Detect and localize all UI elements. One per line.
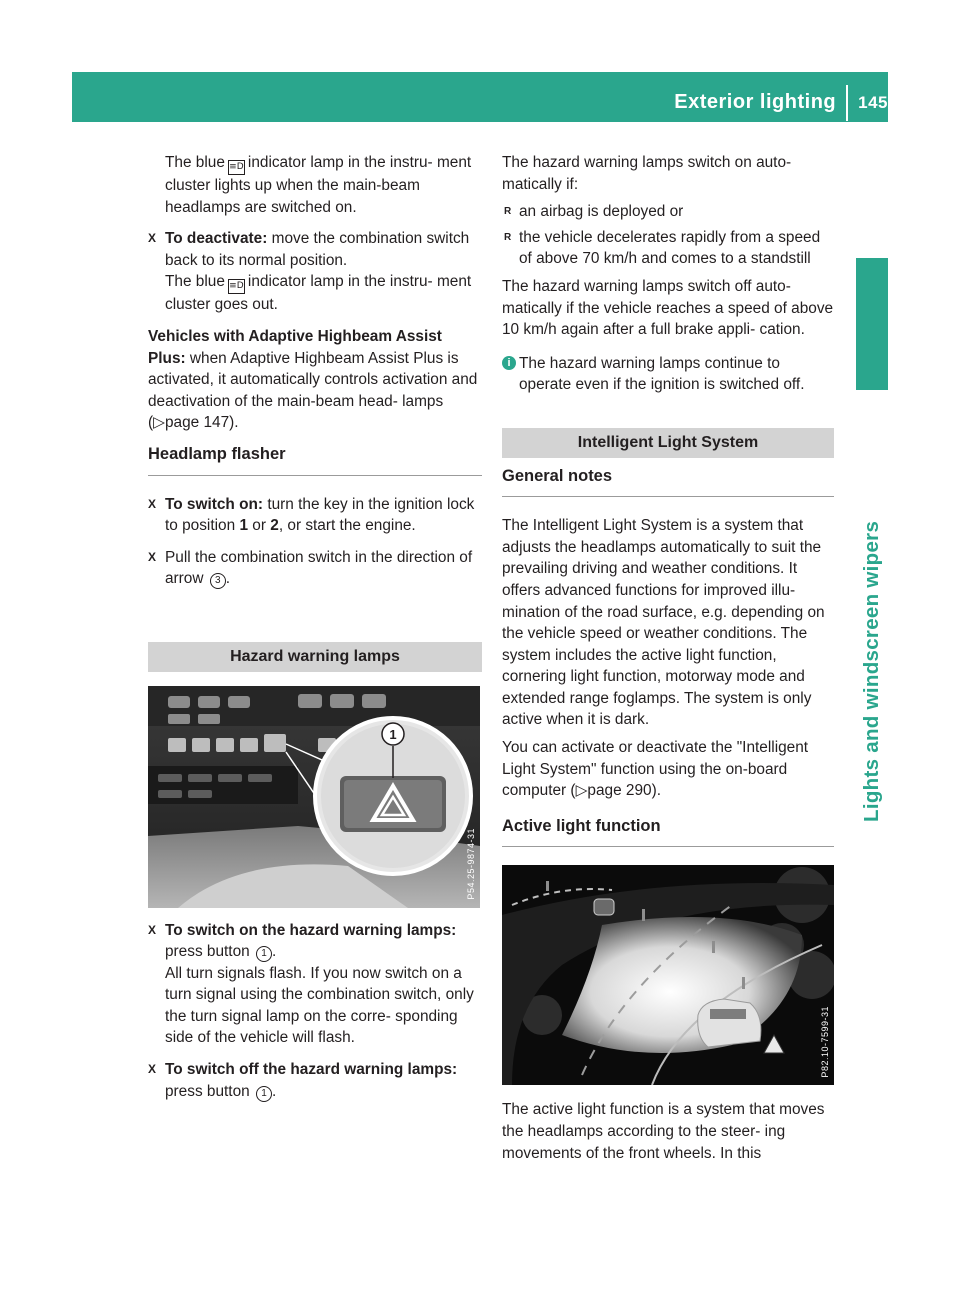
- list-item: R the vehicle decelerates rapidly from a speed of above 70 km/h and comes to a standstill: [504, 228, 821, 268]
- general-notes-heading: General notes: [502, 466, 834, 498]
- general-notes-text: The Intelligent Light System is a system that adjusts the headlamps automatically to suit the prevailing driving and weather conditions. It offers advanced functions for improved illu- mination of the road surface, e.g. depending on the vehicle speed or weather conditions. The system includes the active light function, cornering light function, motorway mode and extended range foglamps. The system is only active when it is dark.: [502, 517, 825, 729]
- hazard-off-step: X To switch off the hazard warning lamps: press button 1 .: [148, 1061, 458, 1100]
- main-beam-icon: ≡D: [228, 160, 245, 175]
- active-light-figure: [502, 865, 834, 1085]
- mainbeam-on-text: The blue ≡D indicator lamp in the instru- ment cluster lights up when the main-beam headlamps are switched on.: [165, 154, 472, 216]
- hazard-warning-heading: Hazard warning lamps: [148, 642, 482, 672]
- step-arrow-icon: X: [148, 1062, 157, 1077]
- step-arrow-icon: X: [148, 922, 157, 937]
- hazard-switch-illustration: [148, 686, 480, 908]
- side-section-label: [856, 402, 888, 822]
- callout-number: 1: [256, 946, 272, 962]
- side-tab-marker: [856, 258, 888, 390]
- deactivate-step: X To deactivate: move the combination switch back to its normal position. The blue ≡D indicator lamp in the instru- ment cluster goes out.: [148, 230, 472, 314]
- active-light-heading: Active light function: [502, 816, 834, 848]
- flasher-step-1: X To switch on: turn the key in the ignition lock to position 1 or 2, or start the engine.: [148, 495, 475, 535]
- step-arrow-icon: X: [148, 231, 157, 246]
- callout-number: 3: [210, 573, 226, 589]
- active-light-illustration: [502, 865, 834, 1085]
- page-reference[interactable]: page 290).: [587, 782, 662, 800]
- left-column: [148, 152, 482, 1112]
- callout-1-label: 1: [389, 726, 397, 742]
- auto-on-intro: The hazard warning lamps switch on auto- matically if:: [502, 154, 792, 193]
- figure-code: P54.25-9874-31: [466, 827, 476, 900]
- info-icon: i: [502, 356, 516, 370]
- right-column: [502, 152, 834, 1174]
- callout-number: 1: [256, 1086, 272, 1102]
- hazard-switch-figure: [148, 686, 480, 908]
- running-header: [674, 90, 888, 116]
- chapter-title: Exterior lighting: [674, 91, 837, 114]
- main-beam-icon: ≡D: [228, 279, 245, 294]
- side-label-text: Lights and windscreen wipers: [860, 520, 883, 822]
- adaptive-highbeam-text: Vehicles with Adaptive Highbeam Assist Plus: when Adaptive Highbeam Assist Plus is activated, it automatically controls activation and deactivation of the main-beam head- lamps (▷page 147).: [148, 327, 478, 432]
- info-note: i The hazard warning lamps continue to operate even if the ignition is switched off.: [502, 353, 834, 396]
- header-divider: [846, 85, 848, 121]
- page-ref-arrow-icon: ▷: [153, 414, 165, 432]
- step-arrow-icon: X: [148, 496, 157, 511]
- headlamp-flasher-heading: Headlamp flasher: [148, 444, 482, 476]
- intelligent-light-heading: Intelligent Light System: [502, 428, 834, 458]
- figure-code: P82.10-7599-31: [820, 1005, 830, 1078]
- auto-off-text: The hazard warning lamps switch off auto- matically if the vehicle reaches a speed of above 10 km/h again after a full brake appli- cation.: [502, 277, 834, 339]
- page-ref-arrow-icon: ▷: [575, 782, 588, 800]
- bullet-icon: R: [504, 231, 512, 243]
- hazard-on-step: X To switch on the hazard warning lamps: press button 1 . All turn signals flash. If you now switch on a turn signal using the combination switch, only the turn signal lamp on the corre- sponding side of the vehicle will flash.: [148, 921, 474, 1047]
- activation-text: You can activate or deactivate the "Intelligent Light System" function using the on-board computer (▷page 290).: [502, 739, 809, 800]
- page-number: 145: [858, 93, 888, 113]
- active-light-text: The active light function is a system that moves the headlamps according to the steer- ing movements of the front wheels. In this: [502, 1101, 825, 1162]
- list-item: R an airbag is deployed or: [502, 201, 834, 223]
- flasher-step-2: X Pull the combination switch in the direction of arrow 3 .: [148, 548, 473, 588]
- step-arrow-icon: X: [148, 549, 157, 564]
- page-reference[interactable]: page 147).: [164, 414, 239, 432]
- bullet-icon: R: [504, 206, 512, 218]
